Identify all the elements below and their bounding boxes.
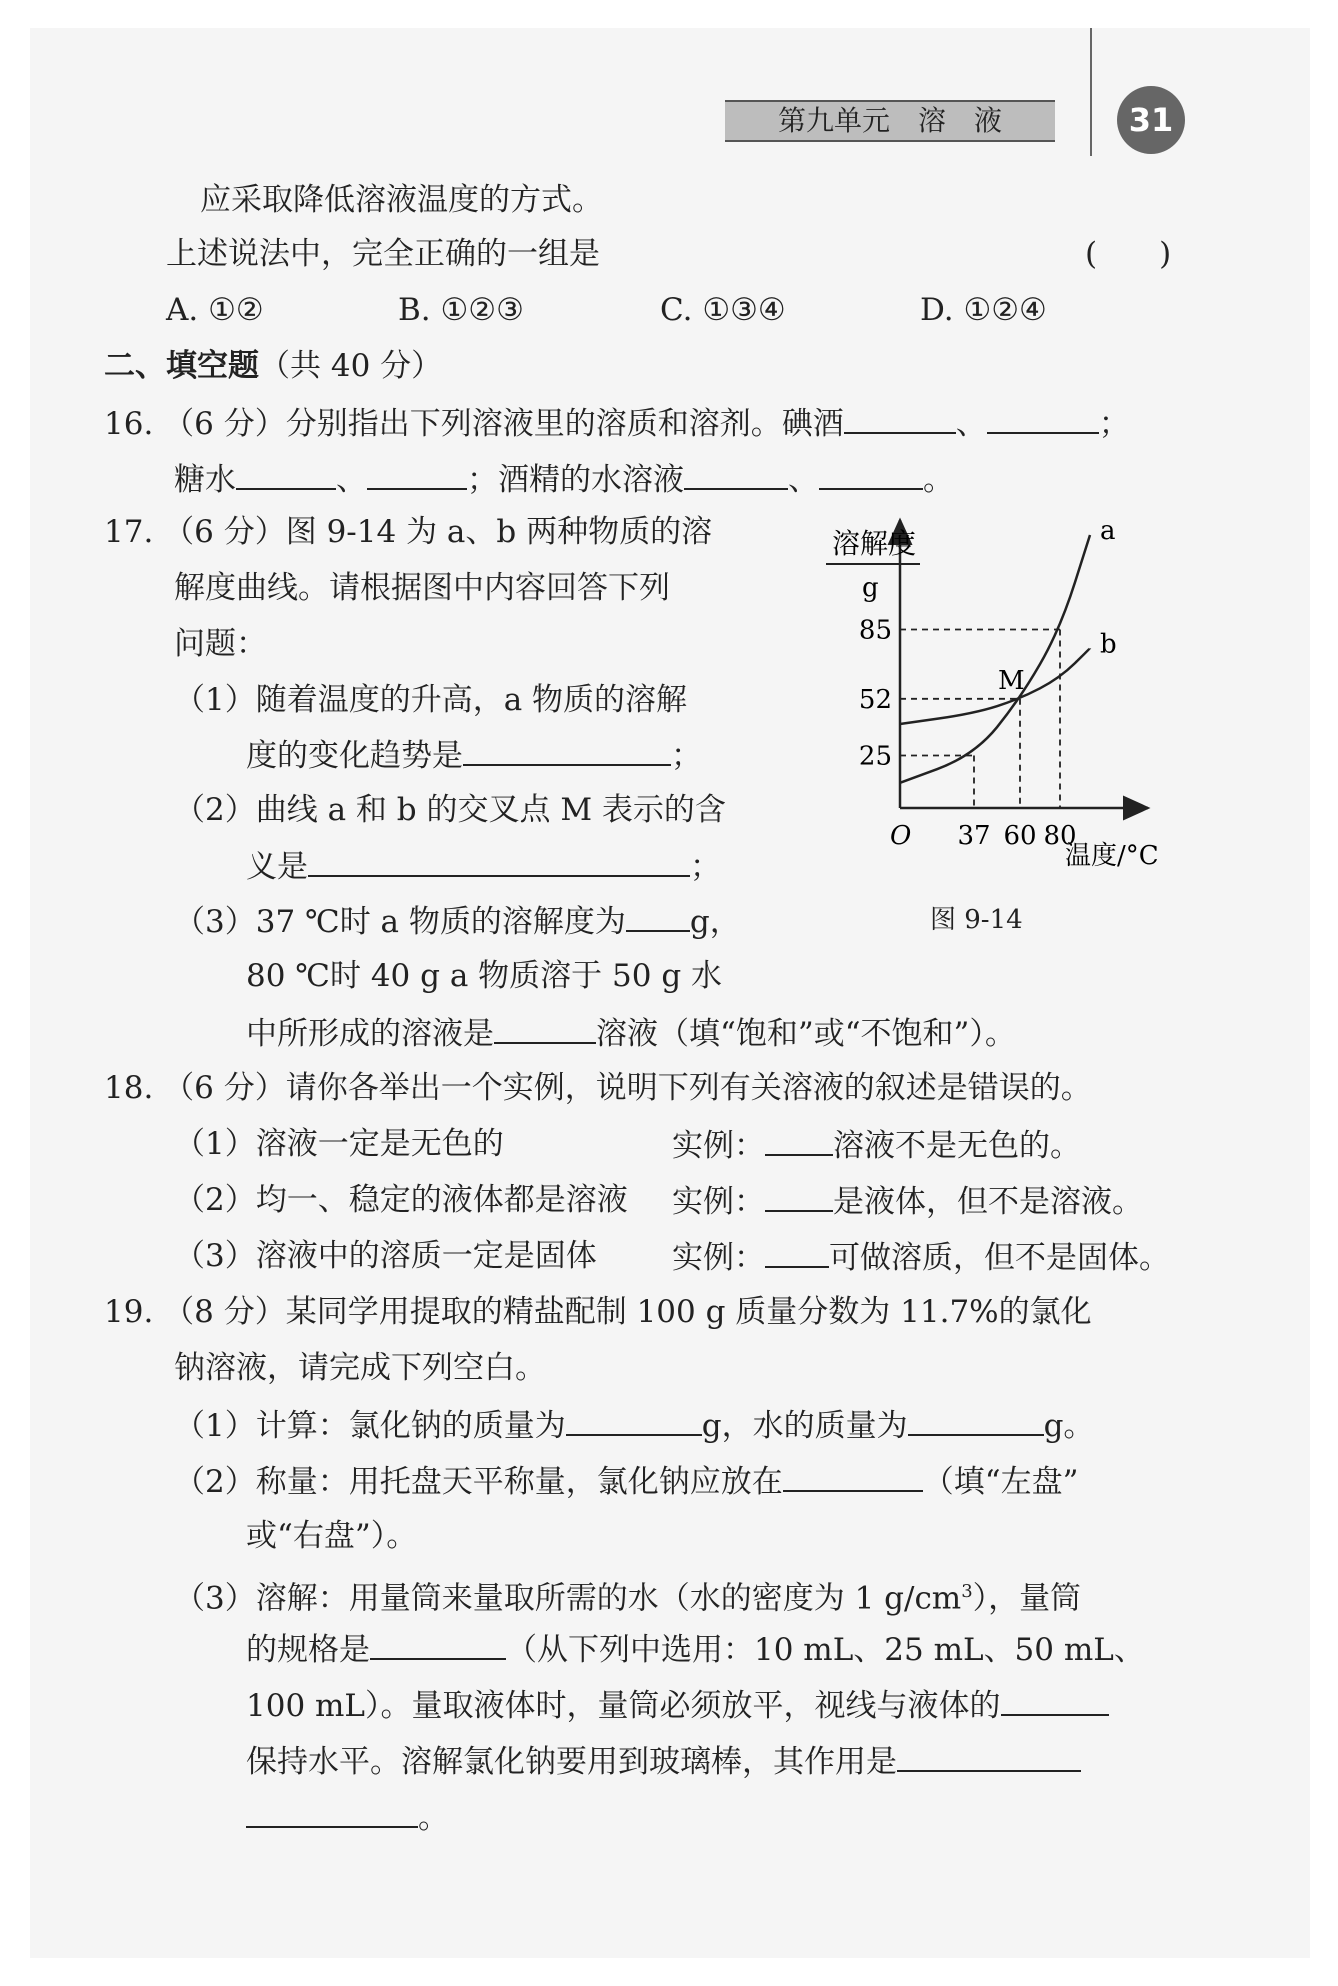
x-axis-label: 温度/°C: [1065, 841, 1159, 871]
option-a[interactable]: A. ①②: [166, 292, 264, 328]
curve-a: [900, 535, 1090, 783]
header-divider: [1090, 28, 1092, 156]
q19-p1-text: （1）计算：氯化钠的质量为: [174, 1408, 566, 1444]
section-score: （共 40 分）: [259, 348, 443, 384]
q19-p3-rod-text: 保持水平。溶解氯化钠要用到玻璃棒，其作用是: [246, 1744, 897, 1780]
q17-p2-text: 义是: [246, 849, 308, 885]
q17-p1-line1: （1）随着温度的升高，a 物质的溶解: [174, 682, 688, 718]
q17-p1-line2: [246, 734, 702, 776]
q16-alcohol-label: ；酒精的水溶液: [467, 462, 684, 498]
example-tail: 是液体，但不是溶液。: [833, 1184, 1143, 1220]
q19-p3-reading-text: 100 mL）。量取液体时，量筒必须放平，视线与液体的: [246, 1688, 1001, 1724]
q19-p3-line5: [246, 1796, 449, 1838]
q18-item2-example: [672, 1180, 1143, 1222]
point-m-label: M: [998, 665, 1025, 696]
q16-line1: [104, 402, 1130, 444]
section-title: 二、填空题: [104, 348, 259, 384]
blank-meaning-m[interactable]: [308, 845, 690, 877]
q16-end: 。: [923, 462, 954, 498]
solubility-chart: [770, 508, 1210, 948]
x-tick-37: 37: [957, 821, 991, 851]
q17-p3-line2: 80 ℃时 40 g a 物质溶于 50 g 水: [246, 958, 723, 994]
blank-rod-purpose[interactable]: [897, 1740, 1081, 1772]
q19-p3-spec-text: 的规格是: [246, 1632, 370, 1668]
y-tick-52: 52: [858, 684, 892, 715]
answer-paren[interactable]: ( ): [1085, 236, 1172, 272]
q17-semicolon: ；: [690, 849, 721, 885]
q18-title: 18. （6 分）请你各举出一个实例，说明下列有关溶液的叙述是错误的。: [104, 1070, 1092, 1106]
example-tail: 可做溶质，但不是固体。: [829, 1240, 1170, 1276]
q19-p1-end: g。: [1043, 1408, 1095, 1444]
q17-p3-line1: [174, 900, 741, 942]
q15-line2: 上述说法中，完全正确的一组是: [166, 236, 600, 272]
blank-rod-purpose-cont[interactable]: [246, 1796, 418, 1828]
blank-pan[interactable]: [783, 1460, 923, 1492]
q19-line2: 钠溶液，请完成下列空白。: [174, 1350, 546, 1386]
blank-example-3[interactable]: [765, 1236, 829, 1268]
q18-item2-claim: （2）均一、稳定的液体都是溶液: [174, 1182, 628, 1218]
q17-line3: 问题：: [174, 626, 267, 662]
q16-sep: 、: [955, 406, 987, 442]
section-heading: [104, 346, 442, 386]
y-axis-unit: g: [862, 573, 879, 603]
option-b[interactable]: B. ①②③: [398, 292, 524, 328]
q17-p3-text: 中所形成的溶液是: [246, 1016, 494, 1052]
blank-example-1[interactable]: [765, 1124, 833, 1156]
q19-p3-line3: [246, 1684, 1109, 1726]
option-c[interactable]: C. ①③④: [660, 292, 786, 328]
example-label: 实例：: [672, 1128, 765, 1164]
series-label-b: b: [1100, 629, 1117, 660]
x-tick-60: 60: [1003, 821, 1037, 851]
q17-line2: 解度曲线。请根据图中内容回答下列: [174, 570, 670, 606]
blank-cylinder-size[interactable]: [370, 1628, 506, 1660]
example-label: 实例：: [672, 1184, 765, 1220]
series-label-a: a: [1100, 516, 1116, 546]
q18-item1-claim: （1）溶液一定是无色的: [174, 1126, 504, 1162]
blank-iodine-solvent[interactable]: [987, 402, 1099, 434]
q16-semicolon: ；: [1098, 406, 1130, 442]
q17-p2-line1: （2）曲线 a 和 b 的交叉点 M 表示的含: [174, 792, 726, 828]
q17-p3-unit: g，: [689, 904, 741, 940]
q19-p2-text: （2）称量：用托盘天平称量，氯化钠应放在: [174, 1464, 783, 1500]
q19-line1: 19. （8 分）某同学用提取的精盐配制 100 g 质量分数为 11.7%的氯化: [104, 1294, 1092, 1330]
blank-alcohol-solute[interactable]: [684, 458, 788, 490]
blank-sugar-solute[interactable]: [236, 458, 336, 490]
option-d[interactable]: D. ①②④: [920, 292, 1047, 328]
y-tick-25: 25: [858, 741, 892, 772]
q19-p2: [174, 1460, 1078, 1502]
q16-line2: [174, 458, 954, 500]
q17-p3-text: （3）37 ℃时 a 物质的溶解度为: [174, 904, 626, 940]
example-tail: 溶液不是无色的。: [833, 1128, 1081, 1164]
q17-p3-end: 溶液（填“饱和”或“不饱和”）。: [596, 1016, 1016, 1052]
blank-alcohol-solvent[interactable]: [819, 458, 923, 490]
example-label: 实例：: [672, 1240, 765, 1276]
unit-title: 第九单元 溶 液: [725, 100, 1055, 142]
q18-item1-example: [672, 1124, 1081, 1166]
q18-item3-example: [672, 1236, 1170, 1278]
q17-semicolon: ；: [671, 738, 702, 774]
q16-text: 16. （6 分）分别指出下列溶液里的溶质和溶剂。碘酒: [104, 406, 844, 442]
q19-p3-line2: [246, 1628, 1145, 1670]
q19-p1-text2: g，水的质量为: [701, 1408, 908, 1444]
q17-line1: 17. （6 分）图 9-14 为 a、b 两种物质的溶: [104, 514, 713, 550]
blank-example-2[interactable]: [765, 1180, 833, 1212]
blank-solubility-37[interactable]: [626, 900, 690, 932]
blank-saturation[interactable]: [494, 1012, 596, 1044]
y-axis-label: 溶解度: [832, 527, 917, 560]
q19-p3-options: （从下列中选用：10 mL、25 mL、50 mL、: [506, 1632, 1145, 1668]
x-tick-80: 80: [1043, 821, 1077, 851]
blank-trend[interactable]: [463, 734, 671, 766]
q17-p3-line3: [246, 1012, 1016, 1054]
blank-water-mass[interactable]: [908, 1404, 1044, 1436]
figure-caption: 图 9-14: [930, 905, 1023, 935]
superscript-3: 3: [961, 1581, 973, 1602]
blank-iodine-solute[interactable]: [844, 402, 956, 434]
blank-sugar-solvent[interactable]: [367, 458, 467, 490]
page-number: 31: [1117, 86, 1185, 154]
q19-p1: [174, 1404, 1094, 1446]
curve-b: [900, 648, 1090, 724]
q19-p3-text-end: ），量筒: [972, 1580, 1082, 1617]
q19-p2-line2: 或“右盘”）。: [246, 1518, 418, 1554]
y-tick-85: 85: [858, 615, 892, 646]
q17-p2-line2: [246, 845, 721, 887]
q15-line1: 应采取降低溶液温度的方式。: [200, 182, 603, 218]
q19-p3-line1: [174, 1572, 1081, 1618]
q19-p3-text: （3）溶解：用量筒来量取所需的水（水的密度为 1 g/cm: [174, 1580, 962, 1617]
origin-label: O: [890, 821, 912, 851]
q16-sugar-label: 糖水: [174, 462, 236, 498]
q19-end: 。: [418, 1800, 449, 1836]
q17-p1-text: 度的变化趋势是: [246, 738, 463, 774]
blank-nacl-mass[interactable]: [566, 1404, 702, 1436]
q19-p2-hint: （填“左盘”: [922, 1464, 1079, 1500]
blank-liquid-level[interactable]: [1001, 1684, 1109, 1716]
q16-sep: 、: [336, 462, 367, 498]
q18-item3-claim: （3）溶液中的溶质一定是固体: [174, 1238, 597, 1274]
q16-sep: 、: [788, 462, 819, 498]
q19-p3-line4: [246, 1740, 1081, 1782]
